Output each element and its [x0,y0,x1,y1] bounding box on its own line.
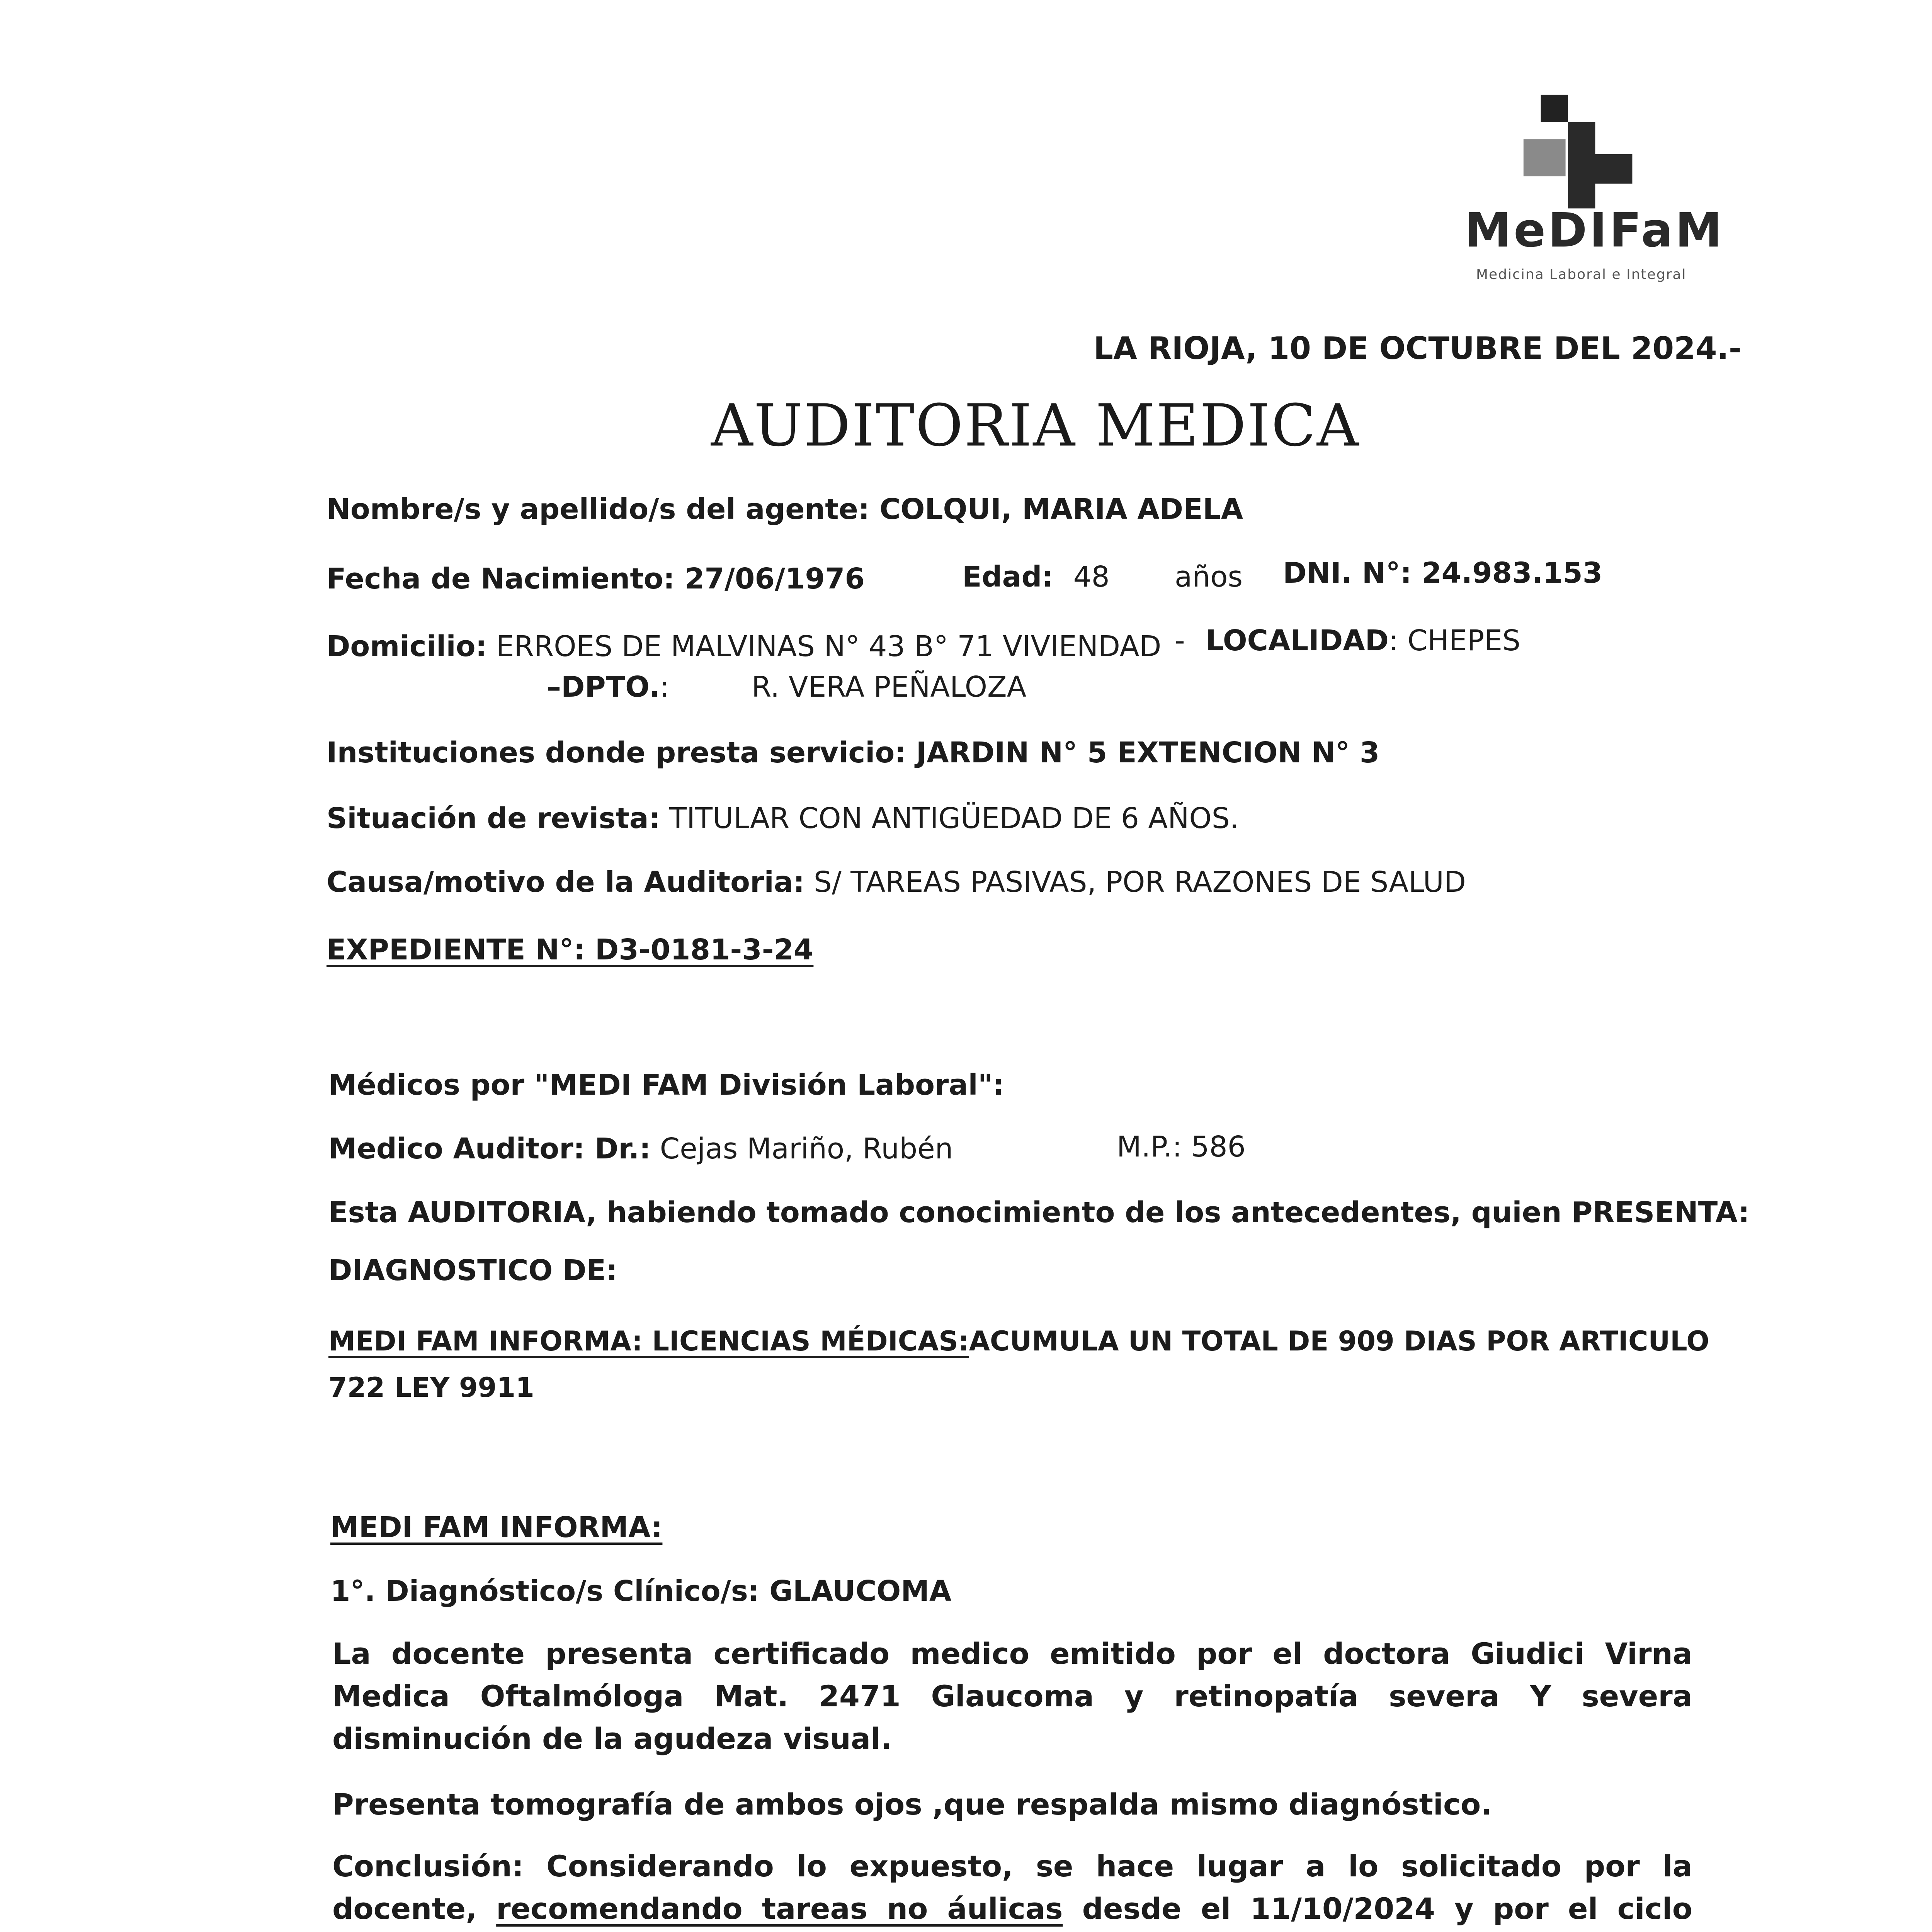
licencias-line2: 722 LEY 9911 [328,1372,534,1403]
diagnostico-de: DIAGNOSTICO DE: [328,1254,617,1287]
diagnosis-value: GLAUCOMA [769,1575,952,1608]
birth-label-row [327,562,865,595]
institutions-row [327,736,1379,769]
page-title: AUDITORIA MEDICA [711,392,1360,459]
cause-label: Causa/motivo de la Auditoria: [327,866,805,899]
agent-name-row [327,493,1243,526]
age-value: 48 [1073,560,1110,594]
date-line: LA RIOJA, 10 DE OCTUBRE DEL 2024.- [1094,330,1742,366]
age-label: Edad: [962,560,1054,594]
expediente: EXPEDIENTE N°: D3-0181-3-24 [327,933,814,966]
locality-label: LOCALIDAD [1206,624,1389,657]
institutions-label: Instituciones donde presta servicio: [327,736,906,769]
age-unit: años [1175,560,1243,594]
situation-label: Situación de revista: [327,802,660,835]
dni-value: 24.983.153 [1422,556,1603,590]
licencias-line [328,1325,1709,1357]
presenta-line: Esta AUDITORIA, habiendo tomado conocimiento de los antecedentes, quien PRESENTA: [328,1196,1750,1229]
birth-value: 27/06/1976 [684,562,865,595]
cause-value: S/ TAREAS PASIVAS, POR RAZONES DE SALUD [813,866,1466,899]
locality-value: : CHEPES [1389,624,1520,657]
situation-row [327,802,1239,835]
informe-header: MEDI FAM INFORMA: [330,1511,663,1544]
auditor-mp: M.P.: 586 [1117,1130,1246,1163]
auditor-label: Medico Auditor: Dr.: [328,1132,651,1165]
dpto-label: –DPTO. [547,670,660,704]
licencias-rest: ACUMULA UN TOTAL DE 909 DIAS POR ARTICULO [969,1325,1709,1357]
brand-name: MeDIFaM [1464,203,1725,258]
dpto-value: R. VERA PEÑALOZA [752,670,1027,704]
conclusion-recommendation: recomendando tareas no áulicas [496,1891,1063,1926]
auditor-name: Cejas Mariño, Rubén [660,1132,953,1165]
address-row [327,630,1161,663]
conclusion-part-a: Conclusión: Considerando lo expuesto, se hace lugar a lo solicitado por la docente, [332,1849,1692,1926]
cause-row [327,866,1466,899]
agent-name-value: COLQUI, MARIA ADELA [879,493,1243,526]
diagnosis-row [330,1575,951,1608]
dni-row [1283,556,1602,590]
address-value: ERROES DE MALVINAS N° 43 B° 71 VIVIENDAD [496,630,1162,663]
birth-label: Fecha de Nacimiento: [327,562,675,595]
medicos-header: Médicos por "MEDI FAM División Laboral": [328,1068,1004,1102]
licencias-underlined: MEDI FAM INFORMA: LICENCIAS MÉDICAS: [328,1325,969,1357]
diagnosis-paragraph: La docente presenta certificado medico emitido por el doctora Giudici Virna Medica Oftalmóloga Mat. 2471 Glaucoma y retinopatía severa Y severa disminución de la agudeza visual. [332,1636,1692,1756]
conclusion-paragraph [332,1845,1692,1932]
auditor-row [328,1132,953,1165]
address-label: Domicilio: [327,630,487,663]
conclusion-part-b: desde el 11/10/2024 y por el ciclo [1082,1891,1692,1926]
situation-value: TITULAR CON ANTIGÜEDAD DE 6 AÑOS. [669,802,1239,835]
institutions-value: JARDIN N° 5 EXTENCION N° 3 [916,736,1380,769]
brand-tagline: Medicina Laboral e Integral [1476,267,1687,282]
locality-separator: - [1175,624,1185,657]
tomography-paragraph: Presenta tomografía de ambos ojos ,que respalda mismo diagnóstico. [332,1787,1492,1821]
dpto-row [547,670,669,704]
locality-row [1175,624,1520,657]
medifam-logo-icon [1519,93,1642,220]
dni-label: DNI. N°: [1283,556,1412,590]
agent-name-label: Nombre/s y apellido/s del agente: [327,493,870,526]
diagnosis-label: 1°. Diagnóstico/s Clínico/s: [330,1575,760,1608]
age-row [962,560,1110,594]
dpto-colon: : [660,670,670,704]
